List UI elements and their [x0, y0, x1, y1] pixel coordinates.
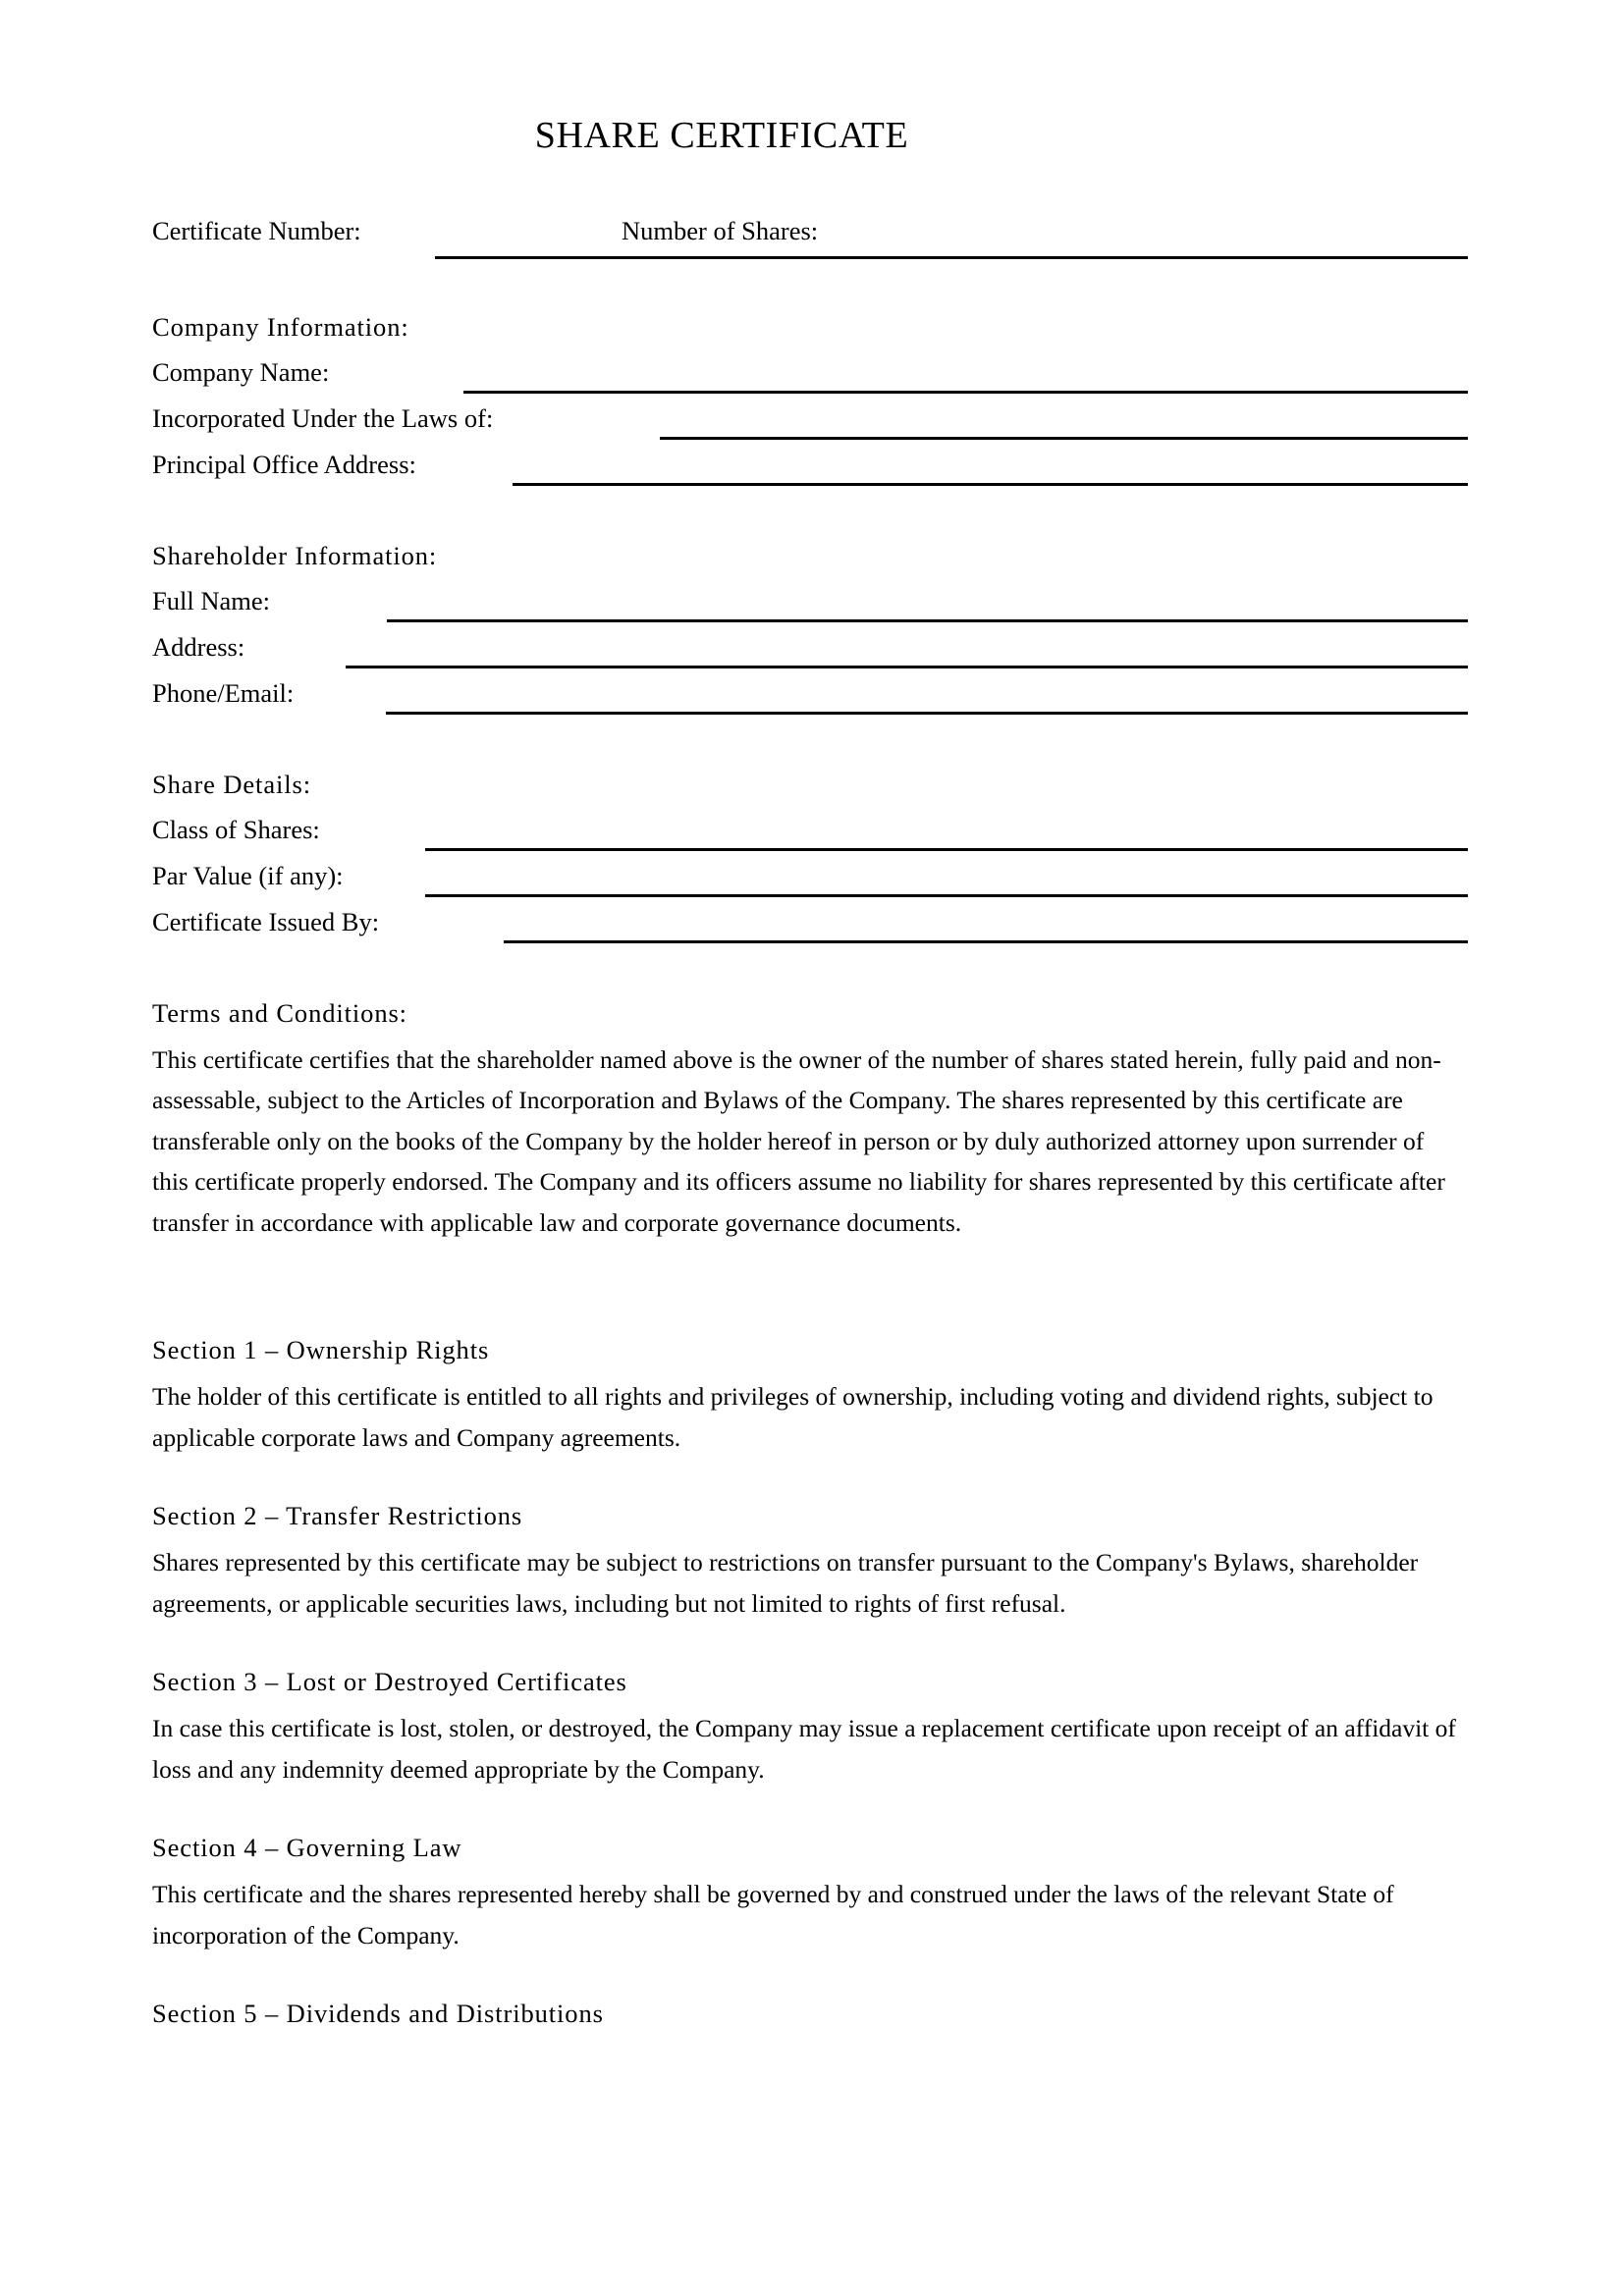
- phone-email-input-rule[interactable]: [386, 712, 1468, 715]
- section-5-heading: Section 5 – Dividends and Distributions: [152, 1999, 604, 2029]
- certificate-header-row: [152, 212, 1468, 263]
- company-information-heading: Company Information:: [152, 311, 409, 342]
- field-row-certificate-issued-by: [152, 903, 1468, 949]
- full-name-label: Full Name:: [152, 585, 270, 615]
- document-content: [152, 0, 1468, 2032]
- address-label: Address:: [152, 631, 245, 662]
- address-input-rule[interactable]: [346, 666, 1468, 668]
- section-1-heading: Section 1 – Ownership Rights: [152, 1335, 490, 1365]
- share-details-heading: Share Details:: [152, 769, 311, 799]
- principal-office-address-label: Principal Office Address:: [152, 449, 416, 479]
- certificate-number-input-rule[interactable]: [435, 256, 1468, 259]
- section-2-heading: Section 2 – Transfer Restrictions: [152, 1501, 523, 1531]
- field-row-class-of-shares: [152, 811, 1468, 857]
- section-1-body: The holder of this certificate is entitled to all rights and privileges of ownership, including voting and dividend rights, subject to applicable corporate laws and Company agreements.: [152, 1382, 1434, 1452]
- company-name-label: Company Name:: [152, 356, 330, 387]
- field-row-principal-office: [152, 446, 1468, 492]
- field-row-company-name: [152, 353, 1468, 400]
- field-row-par-value: [152, 857, 1468, 903]
- class-of-shares-label: Class of Shares:: [152, 814, 320, 844]
- certificate-issued-by-input-rule[interactable]: [504, 940, 1468, 943]
- certificate-issued-by-label: Certificate Issued By:: [152, 906, 380, 936]
- field-row-phone-email: [152, 674, 1468, 721]
- field-row-address: [152, 628, 1468, 674]
- incorporated-under-laws-input-rule[interactable]: [660, 437, 1468, 440]
- terms-and-conditions-body: This certificate certifies that the shareholder named above is the owner of the number of shares stated herein, fully paid and non-assessable, subject to the Articles of Incorporation and Bylaws of the Company. The shares represented by this certificate are transferable only on the books of the Company by the holder hereof in person or by duly authorized attorney upon surrender of this certificate properly endorsed. The Company and its officers assume no liability for shares represented by this certificate after transfer in accordance with applicable law and corporate governance documents.: [152, 1044, 1445, 1237]
- principal-office-address-input-rule[interactable]: [513, 483, 1468, 486]
- section-2-body: Shares represented by this certificate may be subject to restrictions on transfer pursuant to the Company's Bylaws, shareholder agreements, or applicable securities laws, including but not limited to rights of first refusal.: [152, 1548, 1419, 1618]
- class-of-shares-input-rule[interactable]: [425, 848, 1468, 851]
- field-row-incorporated-laws: [152, 400, 1468, 446]
- par-value-input-rule[interactable]: [425, 894, 1468, 897]
- section-4-body: This certificate and the shares represented hereby shall be governed by and construed under the laws of the relevant State of incorporation of the Company.: [152, 1880, 1394, 1949]
- terms-and-conditions-heading: Terms and Conditions:: [152, 997, 407, 1028]
- full-name-input-rule[interactable]: [387, 619, 1468, 622]
- field-row-full-name: [152, 582, 1468, 628]
- number-of-shares-label: Number of Shares:: [622, 215, 819, 245]
- incorporated-under-laws-label: Incorporated Under the Laws of:: [152, 402, 494, 433]
- phone-email-label: Phone/Email:: [152, 677, 295, 708]
- section-3-heading: Section 3 – Lost or Destroyed Certificates: [152, 1667, 627, 1697]
- company-name-input-rule[interactable]: [463, 391, 1468, 394]
- certificate-number-label: Certificate Number:: [152, 215, 361, 245]
- section-4-heading: Section 4 – Governing Law: [152, 1833, 462, 1863]
- page-title: SHARE CERTIFICATE: [534, 115, 909, 156]
- shareholder-information-heading: Shareholder Information:: [152, 540, 438, 570]
- par-value-label: Par Value (if any):: [152, 860, 344, 890]
- section-3-body: In case this certificate is lost, stolen, or destroyed, the Company may issue a replacement certificate upon receipt of an affidavit of loss and any indemnity deemed appropriate by the Company.: [152, 1714, 1456, 1784]
